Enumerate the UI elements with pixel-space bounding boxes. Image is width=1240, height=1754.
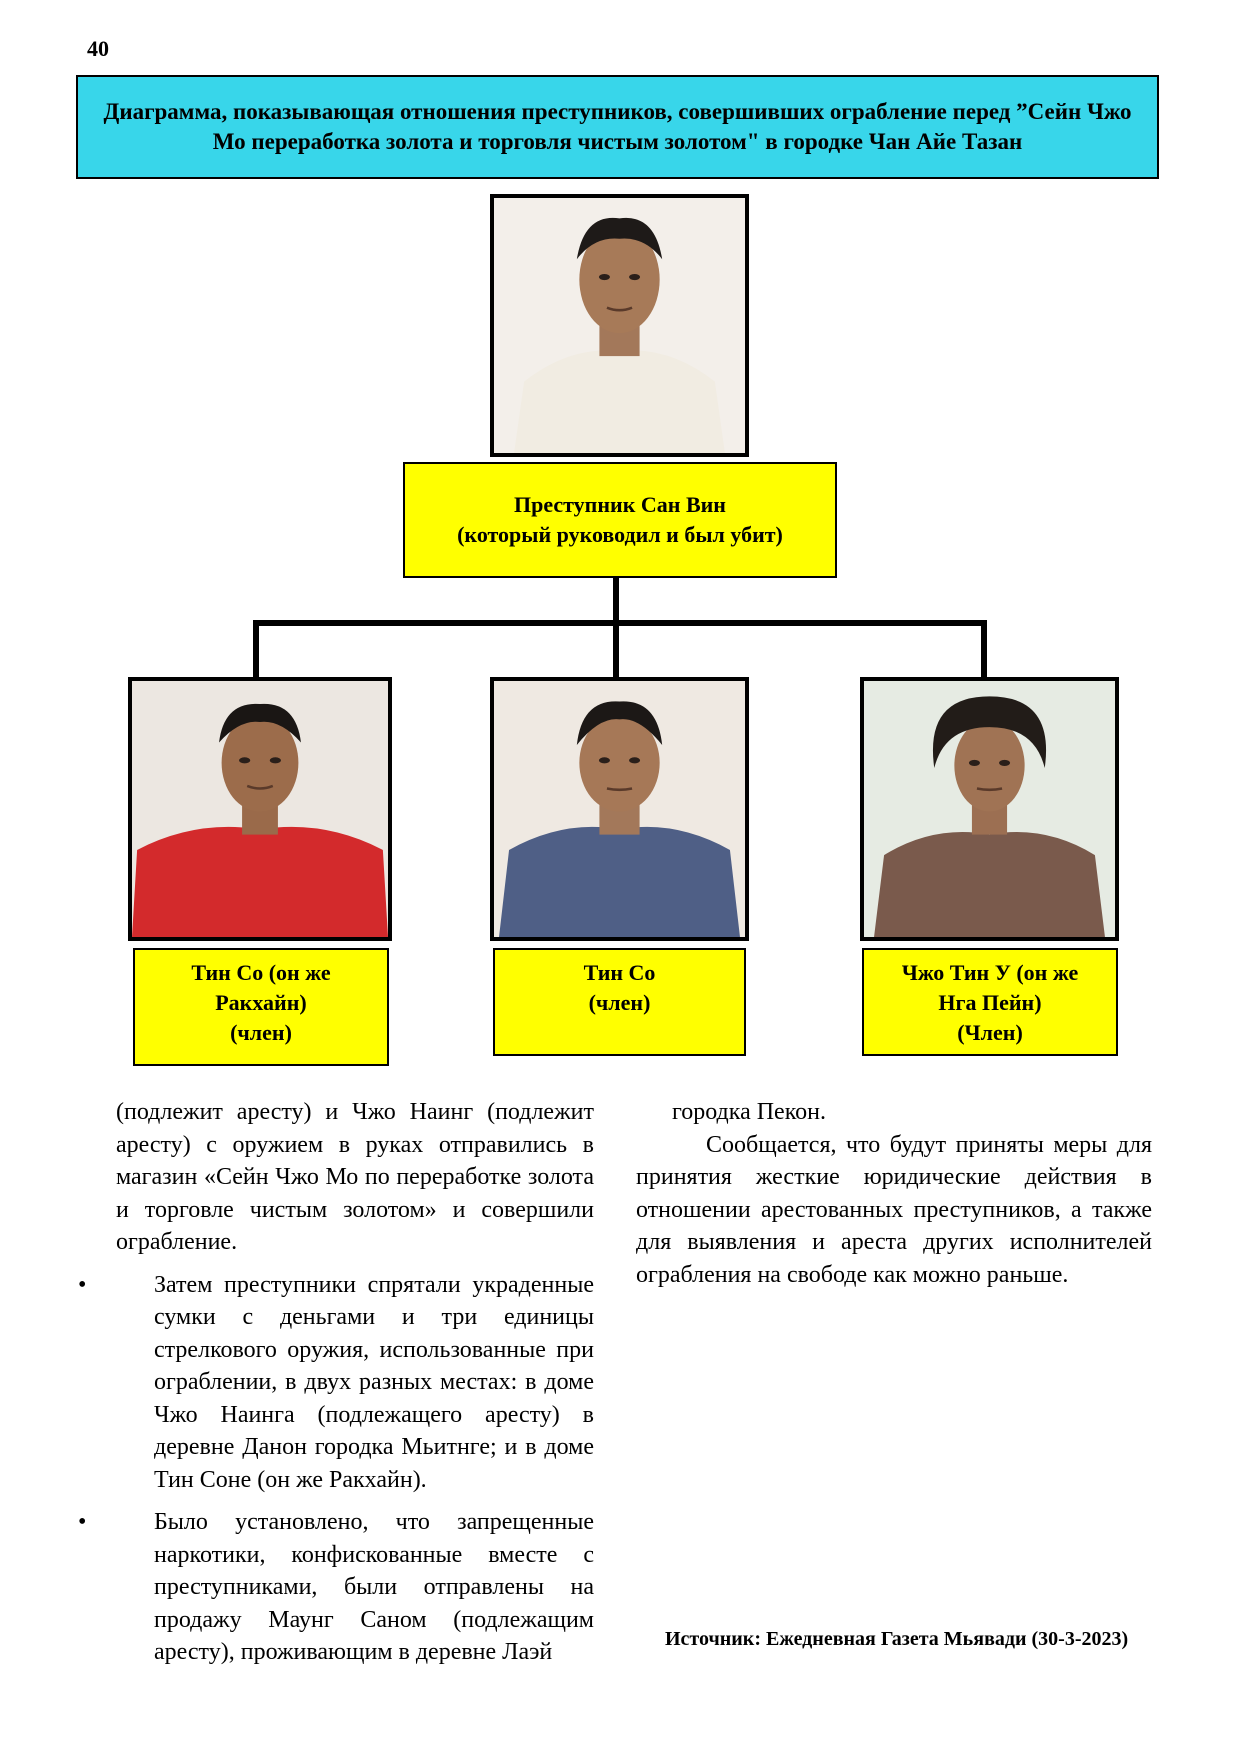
person-portrait-icon (864, 681, 1115, 937)
member-1-photo (128, 677, 392, 941)
right-paragraph-2: Сообщается, что будут приняты меры для принятия жесткие юридические действия в отношении арестованных преступников, а также для выявления и ареста других исполнителей ограбления на свободе как можно раньше. (636, 1131, 1152, 1288)
diagram-title (76, 75, 1159, 179)
person-portrait-icon (132, 681, 388, 937)
member-2-photo (490, 677, 749, 941)
person-portrait-icon (494, 198, 745, 453)
bullet-text-2: Было установлено, что запрещенные наркотики, конфискованные вместе с преступниками, были отправлены на продажу Маунг Саном (подлежащим аресту), проживающим в деревне Лаэй (154, 1509, 594, 1665)
member-2-role: (член) (588, 990, 651, 1015)
member-3-name: Чжо Тин У (он же (901, 960, 1079, 985)
person-portrait-icon (494, 681, 745, 937)
member-3-photo (860, 677, 1119, 941)
left-column (78, 1096, 594, 1669)
member-2-label (493, 948, 746, 1056)
connector-vertical-main (613, 578, 619, 677)
leader-photo (490, 194, 749, 457)
right-column (636, 1096, 1152, 1291)
leader-label (403, 462, 837, 578)
bullet-mark: • (78, 1271, 87, 1298)
member-1-role: (член) (230, 1020, 292, 1045)
leader-name: Преступник Сан Вин (514, 492, 726, 517)
member-3-role: (Член) (957, 1020, 1023, 1045)
leader-role: (который руководил и был убит) (457, 522, 783, 547)
bullet-item-2 (78, 1506, 594, 1669)
bullet-mark: • (78, 1509, 87, 1535)
member-1-name: Тин Со (он же (191, 960, 331, 985)
page-number: 40 (87, 36, 109, 61)
member-1-alias: Ракхайн) (215, 990, 307, 1015)
connector-right-drop (981, 620, 987, 677)
right-paragraph-1: городка Пекон. (672, 1099, 826, 1125)
member-2-name: Тин Со (583, 960, 656, 985)
connector-horizontal (253, 620, 987, 626)
source-citation: Источник: Ежедневная Газета Мьявади (30-3-2023) (665, 1628, 1129, 1650)
bullet-item-1 (78, 1269, 594, 1497)
bullet-text-1: Затем преступники спрятали украденные сумки с деньгами и три единицы стрелкового оружия, использованные при ограблении, в двух разных местах: в доме Чжо Наинга (подлежащего аресту) в деревне Данон городка Мьитнге; и в доме Тин Соне (он же Ракхайн). (154, 1271, 594, 1493)
member-3-label (862, 948, 1118, 1056)
member-3-alias: Нга Пейн) (938, 990, 1042, 1015)
member-1-label (133, 948, 389, 1066)
diagram-title-text: Диаграмма, показывающая отношения преступников, совершивших ограбление перед ”Сейн Чжо Мо переработка золота и торговля чистым золотом" в городке Чан Айе Тазан (103, 99, 1132, 154)
connector-left-drop (253, 620, 259, 677)
left-paragraph: (подлежит аресту) и Чжо Наинг (подлежит аресту) с оружием в руках отправились в магазин «Сейн Чжо Мо по переработке золота и торговле чистым золотом» и совершили ограбление. (116, 1099, 594, 1255)
